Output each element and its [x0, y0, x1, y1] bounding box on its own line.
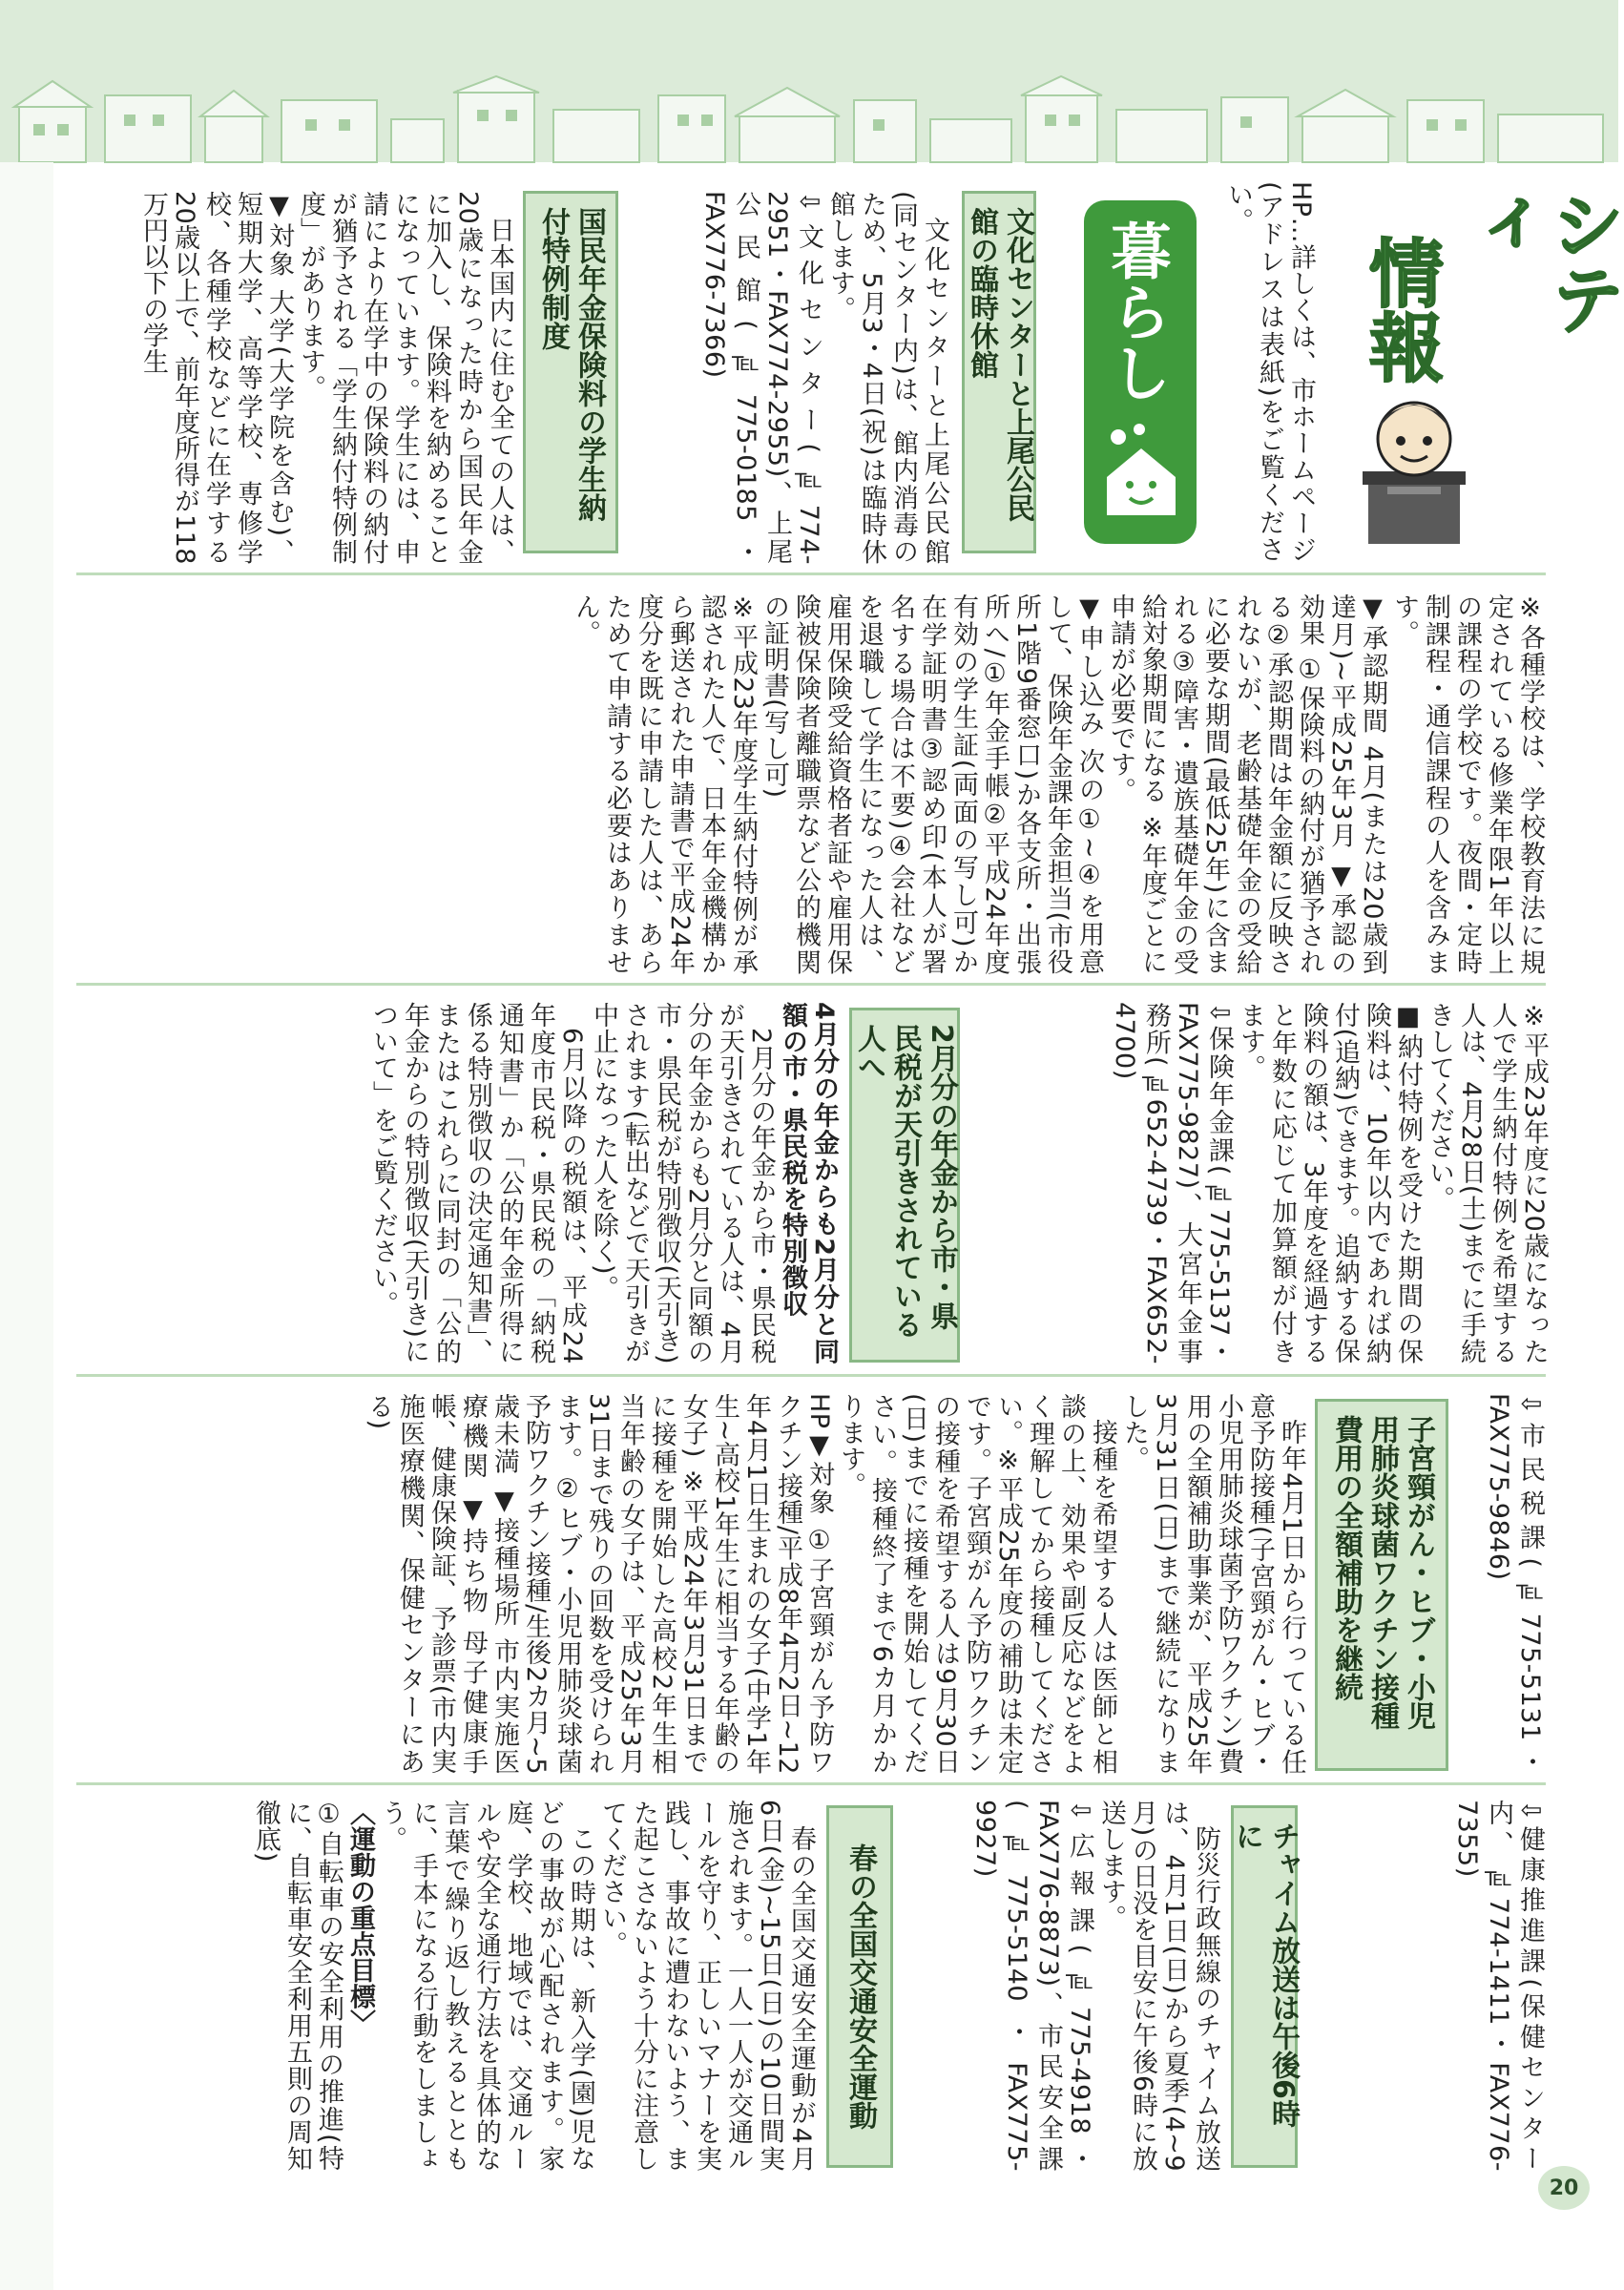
row-divider-2 — [76, 983, 1546, 986]
nenkin-p4: ▼承認期間 4月(または20歳到達月)~平成25年3月 ▼承認の効果 ①保険料の納付が猶予される②承認期間は年金額に反映されないが、老齢基礎年金の受給に必要な期間(最低25年)に含まれる③障害・遺族基礎年金の受給対象期間になる ※年度ごとに申請が必要です。 — [1106, 593, 1387, 975]
left-margin-strip — [0, 162, 53, 2290]
heading-chime: チャイム放送は午後6時に — [1231, 1805, 1298, 2168]
intro-note — [1223, 181, 1317, 563]
heading-vaccine: 子宮頸がん・ヒブ・小児用肺炎球菌ワクチン接種費用の全額補助を継続 — [1315, 1399, 1448, 1771]
nenkin-p8: ■納付特例を受けた期間の保険料は、10年以内であれば納付(追納)できます。追納する保険料の額は、3年度を経過すると年数に応じて加算額が付きます。 — [1236, 1002, 1423, 1364]
article-bunka-body — [635, 191, 950, 565]
nenkin-p2: ▼対象 大学(大学院を含む)、短期大学、高等学校、専修学校、各種学校などに在学する20歳以上で、前年度所得が118万円以下の学生 — [138, 191, 294, 565]
article-nenkin-part3 — [987, 1002, 1550, 1364]
section-title: 暮らし — [1100, 219, 1171, 403]
row-divider-3 — [76, 1374, 1546, 1377]
zei-lead: 4月分の年金からも2月分と同額の市・県民税を特別徴収 — [778, 1002, 839, 1364]
bunka-body: 文化センターと上尾公民館(同センター内)は、館内消毒のため、5月3・4日(祝)は臨時休館します。 — [825, 191, 949, 565]
article-vaccine-body — [76, 1393, 1307, 1775]
nenkin-p7: ※平成23年度に20歳になった人で学生納付特例を希望する人は、4月28日(土)までに手続きしてください。 — [1425, 1002, 1549, 1364]
article-nenkin-part1 — [76, 191, 515, 565]
house-icon — [1097, 420, 1185, 525]
nenkin-p3: ※各種学校は、学校教育法に規定されている修業年限1年以上の課程の学校です。夜間・定時制課程・通信課程の人を含みます。 — [1389, 593, 1545, 975]
heading-kotsu: 春の全国交通安全運動 — [826, 1805, 893, 2168]
heading-nenkin: 国民年金保険料の学生納付特例制度 — [523, 191, 618, 553]
article-kotsu-body — [76, 1800, 817, 2172]
city-info-title — [1347, 187, 1624, 406]
vaccine-p3: HP▼対象 ①子宮頸がん予防ワクチン接種/平成8年4月2日~12年4月1日生まれの女子(中学1年生~高校1年生に相当する年齢の女子) ※平成24年3月31日までに接種を開始した高校2年生相当年齢の女子は、平成25年3月31日まで残りの回数を受けられます。②ヒブ・小児用肺炎球菌予防ワクチン接種/生後2カ月~5歳未満 ▼接種場所 市内実施医療機関 ▼持ち物 母子健康手帳、健康保険証、予診票(市内実施医療機関、保健センターにある) — [364, 1393, 834, 1775]
row-divider-1 — [76, 572, 1546, 575]
intro-text: HP…詳しくは、市ホームページ(アドレスは表紙)をご覧ください。 — [1223, 181, 1316, 563]
kotsu-p2: この時期は、新入学(園)児などの事故が心配されます。家庭、学校、地域では、交通ルールや安全な通行方法を具体的な言葉で繰り返し教えるとともに、手本になる行動をしましょう。 — [377, 1800, 595, 2172]
article-zei-body — [76, 1002, 840, 1364]
chime-body: 防災行政無線のチャイム放送は、4月1日(日)から夏季(4~9月)の日没を目安に午後6時に放送します。 — [1096, 1800, 1220, 2172]
zei-p2: 6月以降の税額は、平成24年度市民税・県民税の「納税通知書」か「公的年金所得に係る特別徴収の決定通知書」、またはこれらに同封の「公的年金からの特別徴収(天引き)について」をご覧ください。 — [368, 1002, 587, 1364]
bunka-contact: ⇩文化センター(℡774-2951・FAX774-2955)、上尾公民館(℡775-0185・FAX776-7366) — [699, 191, 823, 565]
nenkin-p1: 日本国内に住む全ての人は、20歳になった時から国民年金に加入し、保険料を納めることになっています。学生には、申請により在学中の保険料の納付が猶予される「学生納付特例制度」があります。 — [296, 191, 514, 565]
vaccine-p2: 接種を希望する人は医師と相談の上、効果や副反応などをよく理解してから接種してください。※平成25年度の補助は未定です。子宮頸がん予防ワクチンの接種を希望する人は9月30日(日)までに接種を開始してください。接種終了まで6カ月かかります。 — [836, 1393, 1117, 1775]
article-chime-body — [906, 1800, 1221, 2172]
title-lower: 情報 — [1357, 235, 1443, 384]
zei-contact-block — [1469, 1393, 1546, 1775]
row-divider-4 — [76, 1782, 1546, 1785]
kotsu-p1: 春の全国交通安全運動が4月6日(金)~15日(日)の10日間実施されます。一人一人が交通ルールを守り、正しいマナーを実践し、事故に遭わないよう、また起こさないよう十分に注意してください。 — [597, 1800, 816, 2172]
nenkin-p6: ※平成23年度学生納付特例が承認された人で、日本年金機構から郵送された申請書で平成24年度分を既に申請した人は、あらためて申請する必要はありません。 — [571, 593, 758, 975]
nenkin-contact: ⇩保険年金課(℡775-5137・FAX775-9827)、大宮年金事務所(℡652-4739・FAX652-4700) — [1110, 1002, 1234, 1364]
chime-contact: ⇩広報課(℡775-4918・FAX776-8873)、市民安全課(℡775-5140・FAX775-9927) — [970, 1800, 1094, 2172]
house-skyline-illustration — [0, 76, 1618, 162]
page-number: 20 — [1538, 2166, 1590, 2210]
zei-contact: ⇩市民税課(℡775-5131・FAX775-9846) — [1484, 1393, 1545, 1775]
vaccine-p1: 昨年4月1日から行っている任意予防接種(子宮頸がん・ヒブ・小児用肺炎球菌予防ワクチン)費用の全額補助事業が、平成25年3月31日(日)まで継続になりました。 — [1119, 1393, 1306, 1775]
heading-zei: 2月分の年金から市・県民税が天引きされている人へ — [849, 1008, 960, 1363]
nenkin-p5: ▼申し込み 次の①~④を用意して、保険年金課年金担当(市役所1階9番窓口)か各支所・出張所へ/①年金手帳②平成24年度有効の学生証(両面の写し可)か在学証明書③認め印(本人が署名する場合は不要)④会社などを退職して学生になった人は、雇用保険受給資格者証や雇用保険被保険者離職票など公的機関の証明書(写し可) — [760, 593, 1104, 975]
title-upper: シティ — [1452, 187, 1624, 336]
vaccine-contact: ⇩健康推進課(保健センター内、℡774-1411・FAX776-7355) — [1452, 1800, 1545, 2172]
kotsu-p3: 〈運動の重点目標〉 — [345, 1800, 375, 2036]
kotsu-p4: ①自転車の安全利用の推進(特に、自転車安全利用五則の周知徹底) — [251, 1800, 344, 2172]
mascot-icon — [1359, 391, 1469, 544]
article-nenkin-part2 — [76, 593, 1546, 975]
heading-bunka: 文化センターと上尾公民館の臨時休館 — [962, 191, 1036, 553]
vaccine-contact-block — [1307, 1800, 1546, 2172]
zei-p1: 2月分の年金から市・県民税が天引きされている人は、4月分の年金からも2月分と同額の市・県民税が特別徴収(天引き)されます(転出などで天引きが中止になった人を除く)。 — [589, 1002, 776, 1364]
